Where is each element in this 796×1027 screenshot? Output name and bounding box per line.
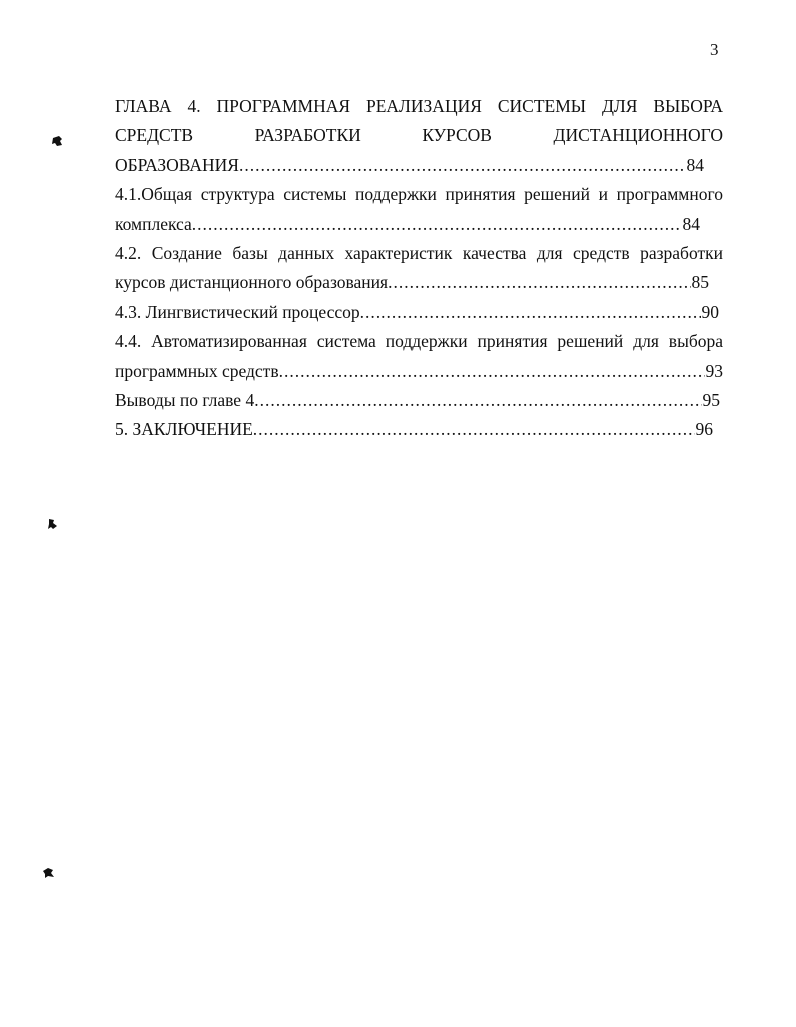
dot-leader <box>254 386 701 415</box>
toc-entry-title: 4.3. Лингвистический процессор <box>115 301 360 322</box>
dot-leader <box>360 298 701 327</box>
toc-entry-title: программных средств <box>115 360 279 381</box>
toc-s42-line1: 4.2. Создание базы данных характеристик качества для средств разработки <box>115 242 723 263</box>
dot-leader <box>279 357 705 386</box>
toc-page-number: 90 <box>701 301 719 322</box>
toc-page-number: 95 <box>702 389 720 410</box>
dot-leader <box>239 151 686 180</box>
toc-chapter4-line1: ГЛАВА 4. ПРОГРАММНАЯ РЕАЛИЗАЦИЯ СИСТЕМЫ ДЛЯ ВЫБОРА <box>115 96 723 116</box>
toc-page-number: 84 <box>682 213 700 234</box>
toc-entry-title: курсов дистанционного образования <box>115 272 389 293</box>
toc-s44-line1: 4.4. Автоматизированная система поддержки принятия решений для выбора <box>115 331 723 352</box>
dot-leader <box>253 415 695 444</box>
ink-spot-mark <box>41 866 55 880</box>
toc-entry-title: Выводы по главе 4 <box>115 389 255 410</box>
toc-page-number: 96 <box>695 419 713 440</box>
toc-page-number: 85 <box>691 272 709 293</box>
toc-page-number: 93 <box>705 360 723 381</box>
toc-entry-conclusion <box>115 415 713 444</box>
toc-entry-4-1 <box>115 210 700 239</box>
page-number: 3 <box>710 40 719 59</box>
toc-page-number: 84 <box>686 154 704 175</box>
toc-entry-title: комплекса <box>115 213 192 234</box>
dot-leader <box>192 210 682 239</box>
toc-entry-conclusions <box>115 386 720 415</box>
table-of-contents <box>115 92 723 445</box>
toc-entry-chapter4 <box>115 151 704 180</box>
toc-entry-title: ОБРАЗОВАНИЯ <box>115 154 239 175</box>
ink-spot-mark <box>45 517 59 531</box>
toc-entry-4-4 <box>115 357 723 386</box>
toc-entry-4-3 <box>115 298 719 327</box>
ink-spot-mark <box>50 134 64 148</box>
toc-chapter4-line2: СРЕДСТВ РАЗРАБОТКИ КУРСОВ ДИСТАНЦИОННОГО <box>115 125 723 146</box>
toc-entry-4-2 <box>115 268 709 297</box>
toc-s41-line1: 4.1.Общая структура системы поддержки принятия решений и программного <box>115 184 723 205</box>
dot-leader <box>388 268 690 297</box>
toc-entry-title: 5. ЗАКЛЮЧЕНИЕ <box>115 419 253 440</box>
